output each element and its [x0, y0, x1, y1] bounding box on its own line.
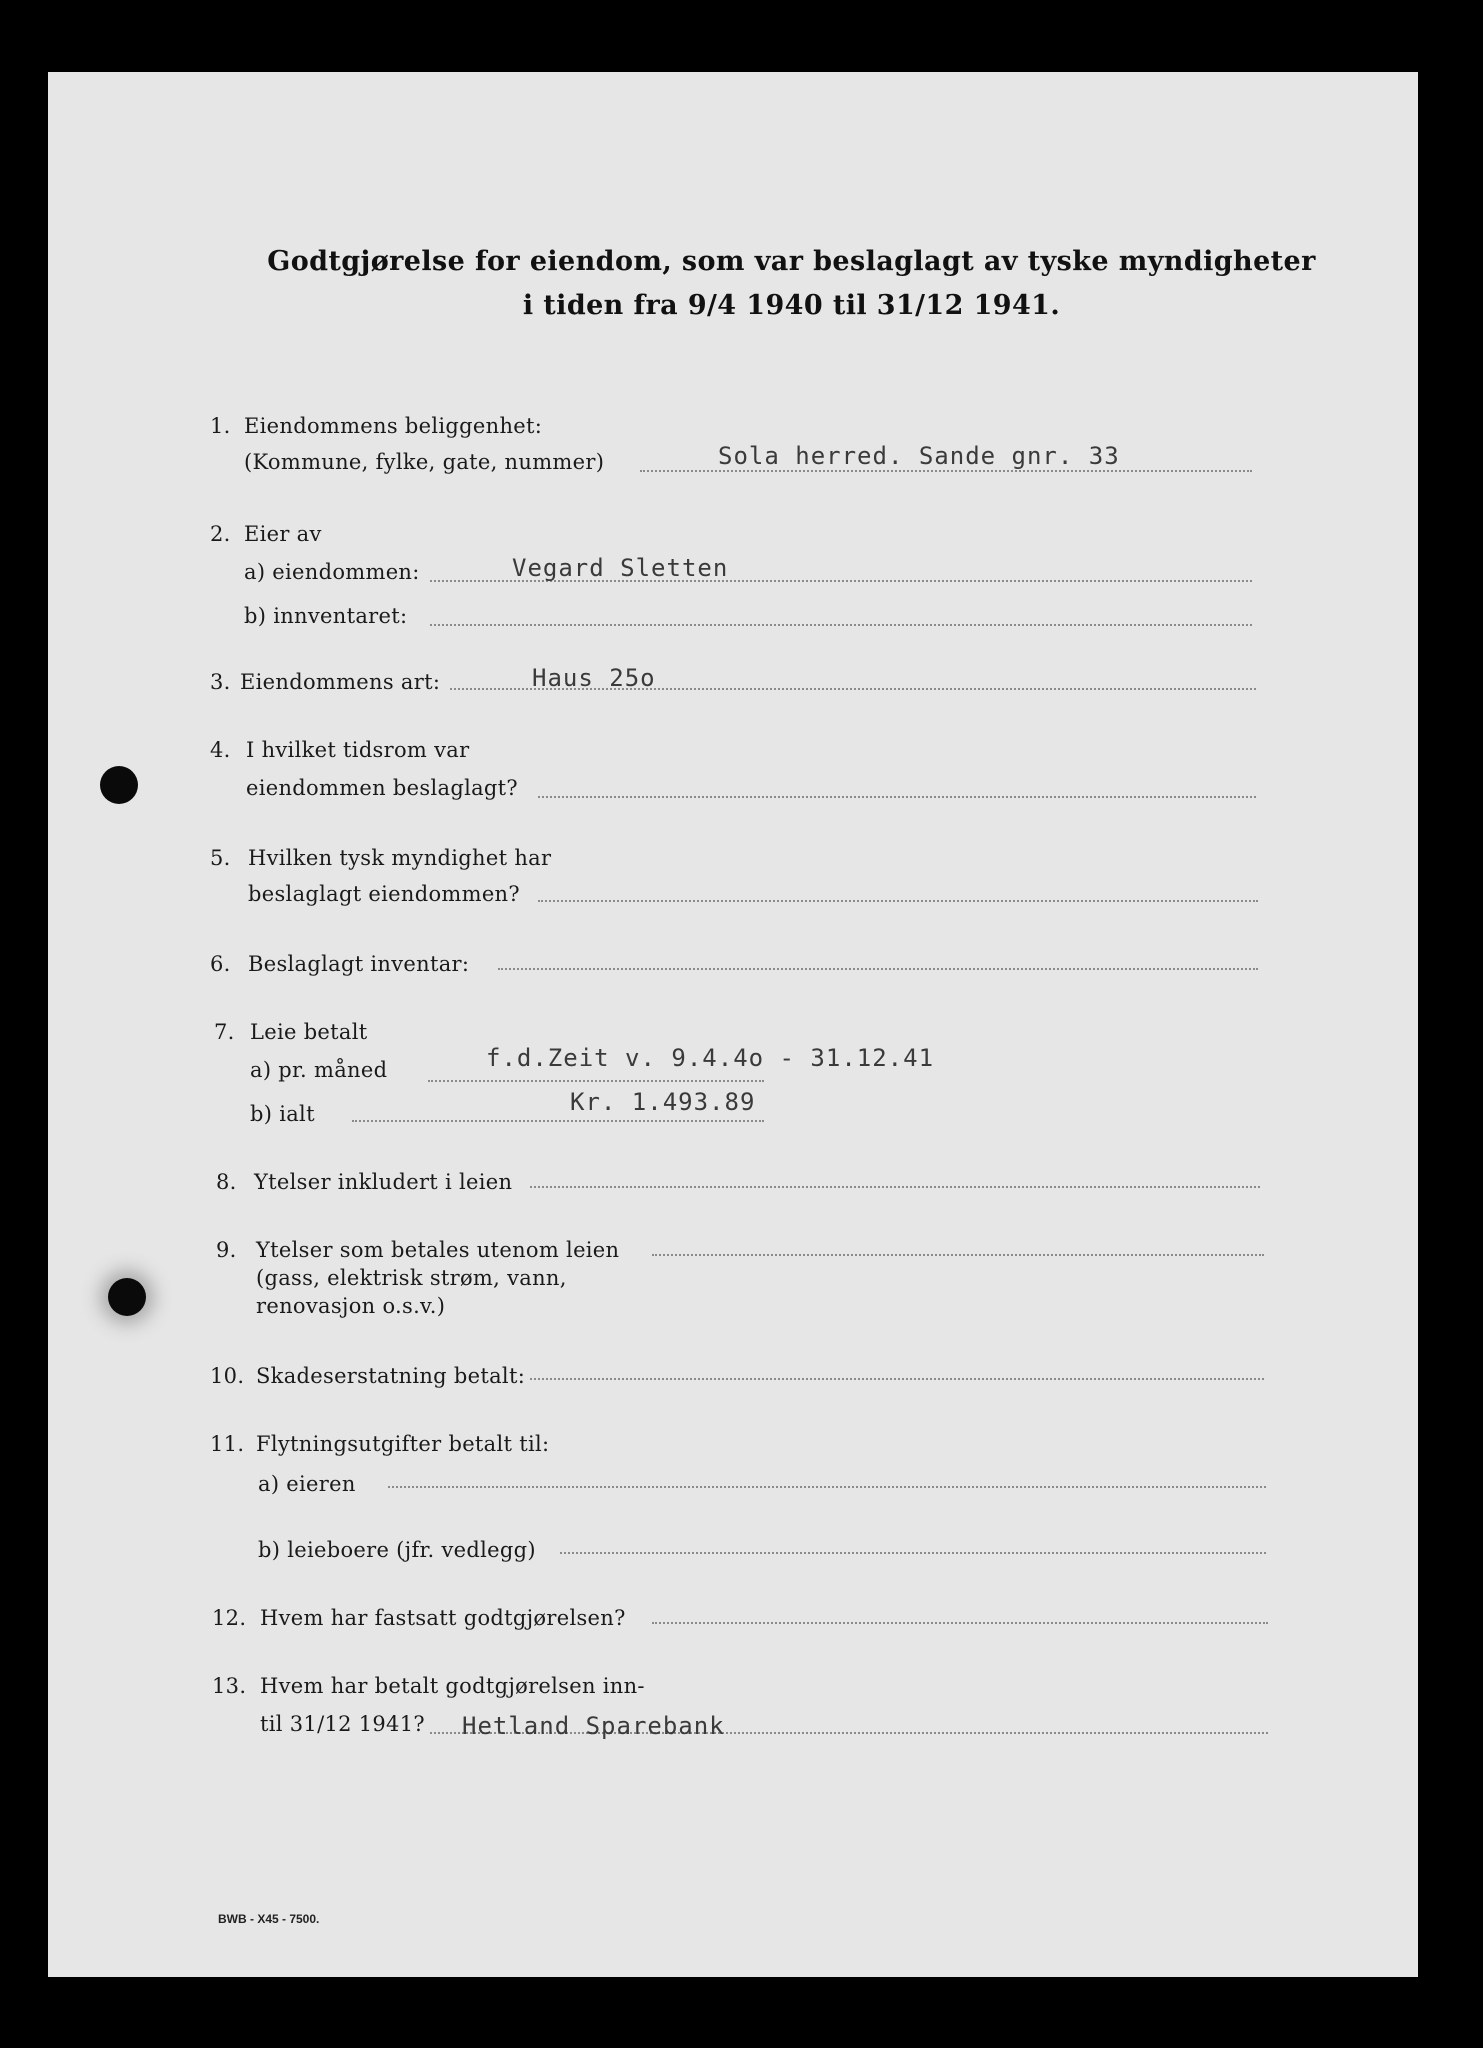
- punch-hole: [100, 766, 138, 804]
- item-4-number: 4.: [210, 738, 231, 762]
- item-7a-label: a) pr. måned: [250, 1058, 388, 1082]
- item-9-sublabel-2: renovasjon o.s.v.): [256, 1294, 446, 1318]
- item-10-fill-line: [530, 1378, 1264, 1380]
- form-title-line1: Godtgjørelse for eiendom, som var beslaglagt av tyske myndigheter: [267, 246, 1316, 277]
- item-13-number: 13.: [212, 1674, 247, 1698]
- item-4-fill-line: [538, 796, 1256, 798]
- item-3-label: Eiendommens art:: [240, 670, 441, 694]
- item-6-fill-line: [498, 968, 1258, 970]
- item-2-label: Eier av: [244, 522, 322, 546]
- item-13-sublabel: til 31/12 1941?: [260, 1712, 425, 1736]
- item-1-fill-line: [640, 470, 1252, 472]
- item-1-value: Sola herred. Sande gnr. 33: [718, 442, 1120, 470]
- item-5-label: Hvilken tysk myndighet har: [248, 846, 552, 870]
- item-1-label: Eiendommens beliggenhet:: [244, 414, 543, 438]
- punch-hole: [108, 1278, 146, 1316]
- item-11a-fill-line: [388, 1486, 1266, 1488]
- item-7-number: 7.: [214, 1020, 235, 1044]
- item-9-sublabel-1: (gass, elektrisk strøm, vann,: [256, 1266, 567, 1290]
- item-13-value: Hetland Sparebank: [462, 1712, 725, 1740]
- item-1-number: 1.: [210, 414, 231, 438]
- item-6-label: Beslaglagt inventar:: [248, 952, 470, 976]
- item-9-fill-line: [652, 1254, 1264, 1256]
- item-5-sublabel: beslaglagt eiendommen?: [248, 882, 520, 906]
- item-3-number: 3.: [210, 670, 231, 694]
- item-7b-value: Kr. 1.493.89: [570, 1088, 756, 1116]
- item-2b-label: b) innventaret:: [244, 604, 408, 628]
- item-2a-value: Vegard Sletten: [512, 554, 729, 582]
- item-12-number: 12.: [212, 1606, 247, 1630]
- item-12-fill-line: [652, 1622, 1268, 1624]
- item-7-label: Leie betalt: [250, 1020, 368, 1044]
- print-code: BWB - X45 - 7500.: [218, 1912, 320, 1926]
- item-4-label: I hvilket tidsrom var: [246, 738, 470, 762]
- item-13-label: Hvem har betalt godtgjørelsen inn-: [260, 1674, 645, 1698]
- item-8-number: 8.: [216, 1170, 237, 1194]
- item-6-number: 6.: [210, 952, 231, 976]
- item-12-label: Hvem har fastsatt godtgjørelsen?: [260, 1606, 626, 1630]
- item-3-value: Haus 25o: [532, 664, 656, 692]
- item-11b-label: b) leieboere (jfr. vedlegg): [258, 1538, 536, 1562]
- item-2b-fill-line: [430, 624, 1252, 626]
- item-7b-label: b) ialt: [250, 1102, 315, 1126]
- item-11b-fill-line: [560, 1552, 1266, 1554]
- item-1-sublabel: (Kommune, fylke, gate, nummer): [244, 450, 605, 474]
- item-11-number: 11.: [210, 1432, 245, 1456]
- item-5-fill-line: [538, 900, 1258, 902]
- item-8-label: Ytelser inkludert i leien: [254, 1170, 513, 1194]
- form-title-line2: i tiden fra 9/4 1940 til 31/12 1941.: [522, 290, 1061, 321]
- item-5-number: 5.: [210, 846, 231, 870]
- item-11a-label: a) eieren: [258, 1472, 356, 1496]
- item-10-label: Skadeserstatning betalt:: [256, 1364, 526, 1388]
- item-10-number: 10.: [210, 1364, 245, 1388]
- item-7a-value: f.d.Zeit v. 9.4.4o - 31.12.41: [486, 1044, 935, 1072]
- item-11-label: Flytningsutgifter betalt til:: [256, 1432, 550, 1456]
- item-7a-fill-line: [428, 1080, 764, 1082]
- item-8-fill-line: [530, 1186, 1260, 1188]
- item-9-label: Ytelser som betales utenom leien: [256, 1238, 620, 1262]
- item-2-number: 2.: [210, 522, 231, 546]
- item-4-sublabel: eiendommen beslaglagt?: [246, 776, 518, 800]
- item-7b-fill-line: [352, 1120, 764, 1122]
- item-2a-label: a) eiendommen:: [244, 560, 420, 584]
- item-9-number: 9.: [216, 1238, 237, 1262]
